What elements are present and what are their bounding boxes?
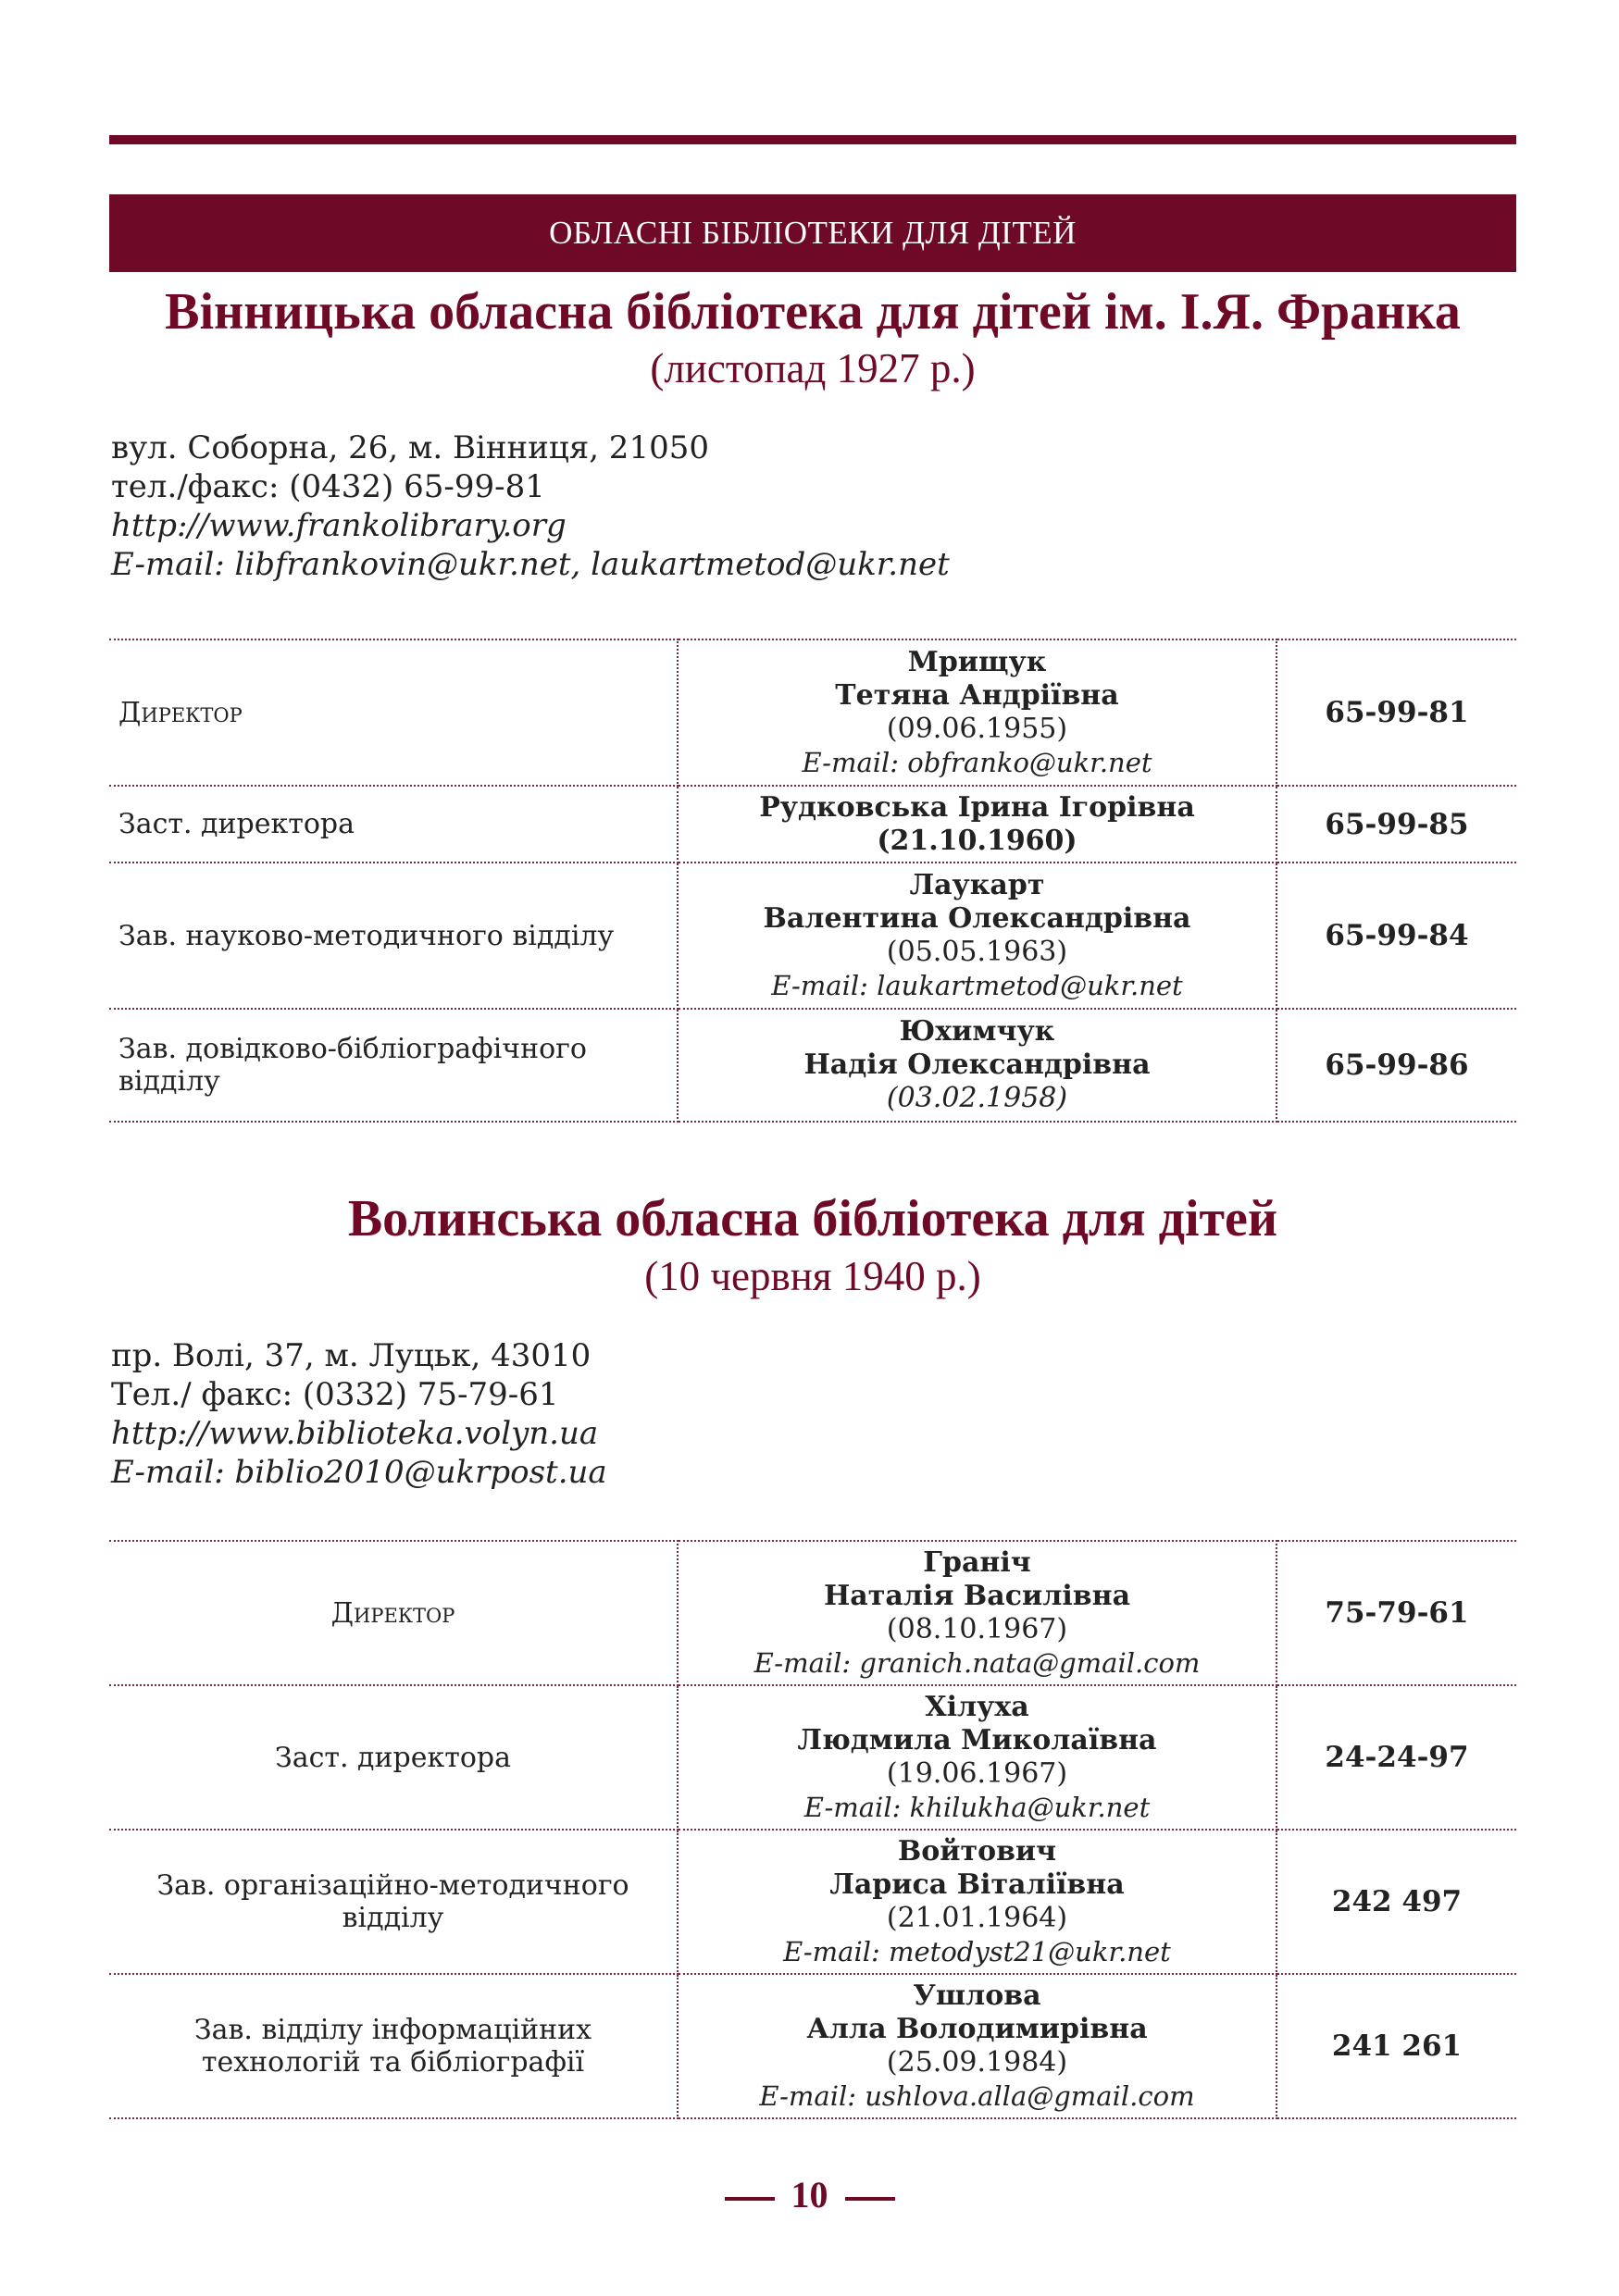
phone-cell: 65-99-86 [1277, 1009, 1516, 1122]
person-surname: Ушлова [913, 1980, 1041, 2012]
phone-cell: 75-79-61 [1277, 1541, 1516, 1685]
person-given-name: Наталія Василівна [823, 1580, 1131, 1612]
person-cell [678, 1830, 1277, 1974]
person-surname: Юхимчук [899, 1015, 1055, 1048]
person-email[interactable]: E-mail: obfranko@ukr.net [802, 747, 1152, 778]
person-surname: Хілуха [925, 1691, 1029, 1723]
position-cell: Зав. науково-методичного відділу [109, 863, 678, 1009]
contact-block [111, 1336, 1500, 1492]
person-birthdate: (05.05.1963) [886, 936, 1068, 968]
person-given-name: Валентина Олександрівна [763, 902, 1191, 935]
person-given-name: Лариса Віталіївна [829, 1868, 1125, 1901]
table-row [109, 1009, 1516, 1122]
phone-cell: 65-99-84 [1277, 863, 1516, 1009]
address: пр. Волі, 37, м. Луцьк, 43010 [111, 1337, 592, 1374]
person-given-name: Людмила Миколаївна [797, 1724, 1157, 1756]
website-link[interactable]: http://www.frankolibrary.org [111, 507, 567, 544]
person-email[interactable]: E-mail: khilukha@ukr.net [803, 1792, 1151, 1823]
person-given-name: Надія Олександрівна [803, 1049, 1151, 1081]
section-header: ОБЛАСНІ БІБЛІОТЕКИ ДЛЯ ДІТЕЙ [109, 194, 1516, 272]
table-row [109, 1830, 1516, 1974]
position-cell: Директор [109, 639, 678, 786]
person-cell [678, 639, 1277, 786]
position-cell: Директор [109, 1541, 678, 1685]
person-surname: Войтович [897, 1835, 1057, 1868]
phone-cell: 241 261 [1277, 1974, 1516, 2118]
email-link[interactable]: E-mail: biblio2010@ukrpost.ua [111, 1454, 607, 1491]
person-given-name: Алла Володимирівна [806, 2013, 1148, 2045]
person-surname: Рудковська Ірина Ігорівна [759, 790, 1195, 824]
person-birthdate: (21.01.1964) [886, 1902, 1068, 1934]
phone-fax: тел./факс: (0432) 65-99-81 [111, 468, 545, 505]
staff-table [109, 1540, 1516, 2119]
person-surname: Мрищук [907, 646, 1047, 678]
position-cell: Заст. директора [109, 1685, 678, 1830]
table-row [109, 863, 1516, 1009]
website-link[interactable]: http://www.biblioteka.volyn.ua [111, 1415, 599, 1452]
position-cell: Зав. відділу інформаційних технологій та бібліографії [109, 1974, 678, 2118]
staff-table [109, 639, 1516, 1123]
person-cell [678, 1541, 1277, 1685]
table-row [109, 1685, 1516, 1830]
person-birthdate: (21.10.1960) [877, 824, 1077, 857]
person-cell [678, 1974, 1277, 2118]
person-surname: Лаукарт [909, 869, 1045, 901]
person-email[interactable]: E-mail: metodyst21@ukr.net [783, 1936, 1171, 1967]
phone-cell: 65-99-85 [1277, 786, 1516, 863]
person-birthdate: (08.10.1967) [886, 1613, 1068, 1645]
position-cell: Заст. директора [109, 786, 678, 863]
dash-left [725, 2197, 775, 2201]
email-link[interactable]: E-mail: libfrankovin@ukr.net, laukartmetod@ukr.net [111, 546, 950, 583]
person-email[interactable]: E-mail: laukartmetod@ukr.net [771, 970, 1183, 1001]
page-number-value: 10 [791, 2174, 828, 2215]
library-title: Волинська обласна бібліотека для дітей [347, 1190, 1278, 1247]
person-cell [678, 786, 1277, 863]
table-row [109, 639, 1516, 786]
top-rule [109, 135, 1516, 144]
person-cell [678, 1009, 1277, 1122]
person-birthdate: (03.02.1958) [886, 1082, 1068, 1114]
table-row [109, 1974, 1516, 2118]
phone-cell: 24-24-97 [1277, 1685, 1516, 1830]
person-birthdate: (19.06.1967) [886, 1757, 1068, 1790]
phone-cell: 242 497 [1277, 1830, 1516, 1974]
page-number [0, 2173, 1619, 2216]
table-row [109, 1541, 1516, 1685]
person-cell [678, 1685, 1277, 1830]
contact-block [111, 428, 1500, 584]
person-surname: Граніч [923, 1546, 1031, 1579]
library-founding-date: (10 червня 1940 р.) [644, 1253, 981, 1299]
person-email[interactable]: E-mail: granich.nata@gmail.com [753, 1647, 1201, 1679]
person-birthdate: (09.06.1955) [886, 713, 1068, 745]
person-birthdate: (25.09.1984) [886, 2046, 1068, 2079]
library-founding-date: (листопад 1927 р.) [650, 345, 976, 391]
position-cell: Зав. організаційно-методичного відділу [109, 1830, 678, 1974]
table-row [109, 786, 1516, 863]
phone-cell: 65-99-81 [1277, 639, 1516, 786]
dash-right [845, 2197, 895, 2201]
person-given-name: Тетяна Андріївна [835, 679, 1119, 712]
person-email[interactable]: E-mail: ushlova.alla@gmail.com [759, 2080, 1195, 2112]
position-cell: Зав. довідково-бібліографічного відділу [109, 1009, 678, 1122]
address: вул. Соборна, 26, м. Вінниця, 21050 [111, 429, 709, 466]
library-title: Вінницька обласна бібліотека для дітей ім. І.Я. Франка [165, 283, 1461, 341]
phone-fax: Тел./ факс: (0332) 75-79-61 [111, 1376, 559, 1413]
person-cell [678, 863, 1277, 1009]
